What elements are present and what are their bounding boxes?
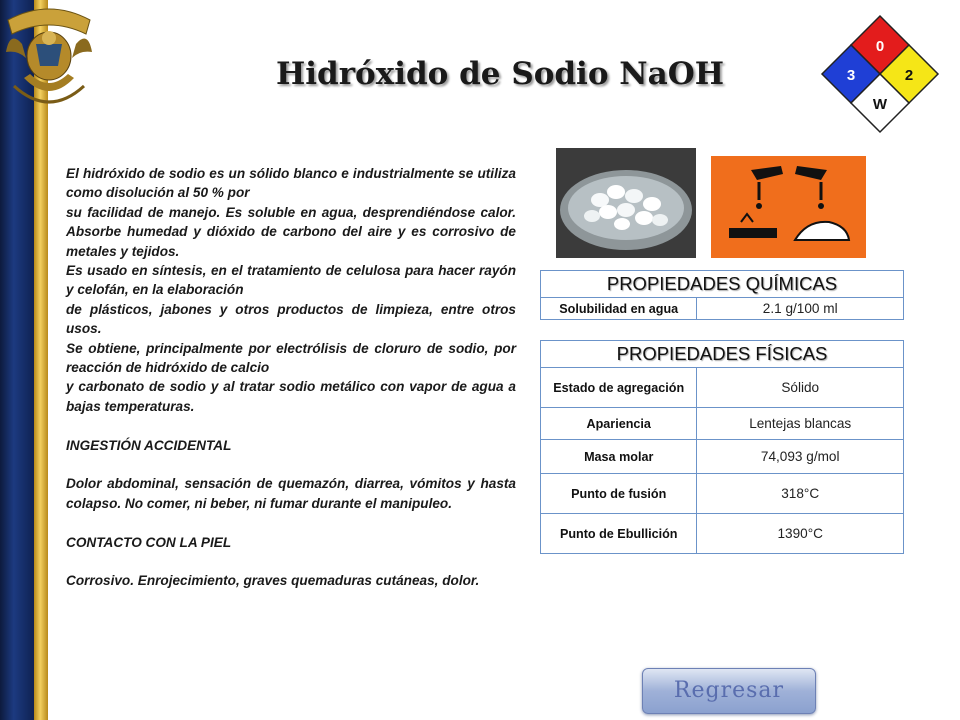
university-crest-logo: [0, 0, 98, 112]
paragraph-intro: El hidróxido de sodio es un sólido blanco e industrialmente se utiliza como disolución al 50 % por: [66, 166, 516, 201]
chemical-properties-header: PROPIEDADES QUÍMICAS: [541, 271, 904, 298]
ingestion-heading: INGESTIÓN ACCIDENTAL: [66, 437, 232, 453]
physical-properties-header: PROPIEDADES FÍSICAS: [541, 341, 904, 368]
property-value: 318°C: [697, 474, 904, 514]
nfpa-health: 3: [846, 67, 856, 84]
nfpa-hazard-diamond: [818, 12, 942, 136]
property-value: Lentejas blancas: [697, 408, 904, 440]
property-label: Punto de fusión: [541, 474, 697, 514]
physical-properties-table: [540, 340, 904, 554]
ingestion-text: Dolor abdominal, sensación de quemazón, diarrea, vómitos y hasta colapso. No comer, ni beber, ni fumar durante el manipuleo.: [66, 476, 516, 511]
nfpa-special: W: [872, 96, 888, 113]
paragraph-solubility: su facilidad de manejo. Es soluble en agua, desprendiéndose calor. Absorbe humedad y dióxido de carbono del aire y es corrosivo de metales y tejidos.: [66, 204, 516, 259]
contact-heading: CONTACTO CON LA PIEL: [66, 534, 232, 550]
property-value: 1390°C: [697, 514, 904, 554]
paragraph-production-cont: y carbonato de sodio y al tratar sodio metálico con vapor de agua a bajas temperaturas.: [66, 379, 516, 414]
property-value: Sólido: [697, 368, 904, 408]
description-text: [66, 164, 516, 591]
return-button[interactable]: Regresar: [642, 668, 816, 714]
property-label: Punto de Ebullición: [541, 514, 697, 554]
property-value: 2.1 g/100 ml: [697, 298, 904, 320]
corrosive-hazard-symbol: [711, 156, 866, 258]
chemical-properties-table: [540, 270, 904, 320]
nfpa-flammability: 0: [875, 38, 885, 55]
table-row: [541, 368, 904, 408]
paragraph-uses: Es usado en síntesis, en el tratamiento de celulosa para hacer rayón y celofán, en la elaboración: [66, 263, 516, 298]
table-row: [541, 514, 904, 554]
contact-text: Corrosivo. Enrojecimiento, graves quemaduras cutáneas, dolor.: [66, 573, 480, 589]
property-label: Apariencia: [541, 408, 697, 440]
property-label: Solubilidad en agua: [541, 298, 697, 320]
naoh-pellets-photo: [556, 148, 696, 258]
table-row: [541, 408, 904, 440]
table-row: [541, 474, 904, 514]
table-row: [541, 440, 904, 474]
paragraph-uses-cont: de plásticos, jabones y otros productos de limpieza, entre otros usos.: [66, 301, 516, 337]
page-title: Hidróxido de Sodio NaOH: [275, 56, 725, 92]
table-row: [541, 298, 904, 320]
property-value: 74,093 g/mol: [697, 440, 904, 474]
property-label: Masa molar: [541, 440, 697, 474]
paragraph-production: Se obtiene, principalmente por electrólisis de cloruro de sodio, por reacción de hidróxido de calcio: [66, 340, 516, 376]
nfpa-reactivity: 2: [904, 67, 914, 84]
property-label: Estado de agregación: [541, 368, 697, 408]
